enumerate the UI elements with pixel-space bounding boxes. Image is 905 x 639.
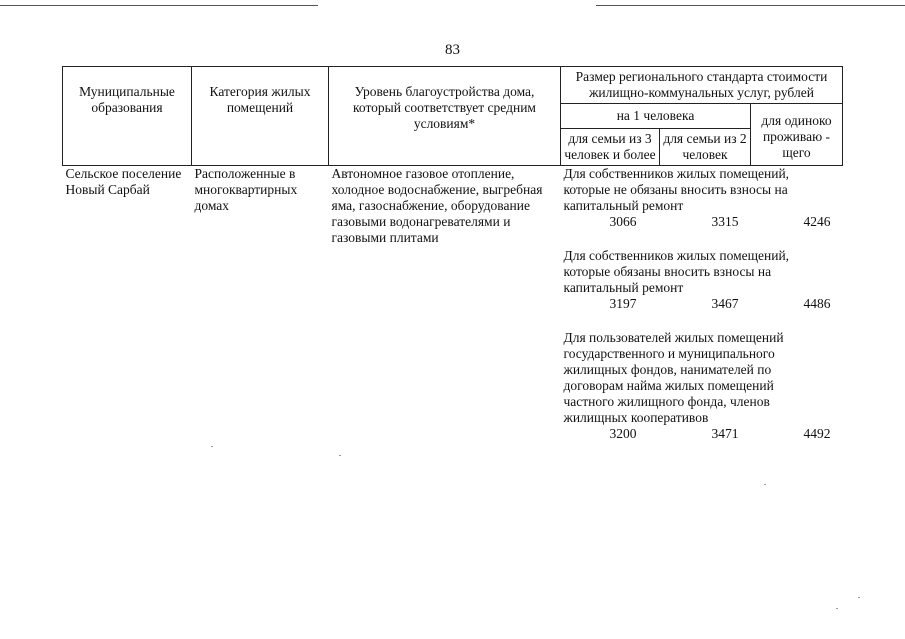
header-family-2: для семьи из 2 человек: [660, 129, 751, 166]
header-per-person: на 1 человека: [561, 104, 751, 129]
header-standard-size: Размер регионального стандарта стоимости жилищно-коммунальных услуг, рублей: [561, 67, 843, 104]
scan-speck: [764, 484, 766, 485]
value-family-2: 3471: [711, 426, 739, 441]
header-family-3-plus: для семьи из 3 человек и более: [561, 129, 660, 166]
value-family-3-plus: 3197: [609, 296, 637, 311]
owner-group-description: Для пользователей жилых помещений государственного и муниципального жилищных фондов, нанимателей по договорам найма жилых помещений частного жилищного фонда, членов жилищных кооперативов: [563, 330, 784, 425]
owner-group-description: Для собственников жилых помещений, которые обязаны вносить взносы на капитальный ремонт: [563, 248, 790, 295]
owner-group-values: [564, 426, 840, 442]
value-single: 4246: [803, 214, 831, 229]
header-municipality: Муниципальные образования: [63, 67, 192, 166]
header-category: Категория жилых помещений: [192, 67, 329, 166]
scan-speck: [339, 455, 341, 456]
tariff-standard-table: [62, 66, 843, 460]
owner-group-block: [564, 166, 840, 230]
cell-comfort-level: Автономное газовое отопление, холодное водоснабжение, выгребная яма, газоснабжение, оборудование газовыми водонагревателями и газовыми плитами: [331, 166, 543, 245]
owner-group-values: [564, 296, 840, 312]
scan-speck: [858, 597, 860, 598]
owner-group-block: [564, 330, 840, 442]
owner-group-block: [564, 248, 840, 312]
page-number: 83: [445, 42, 460, 58]
cell-municipality: Сельское поселение Новый Сарбай: [65, 166, 182, 197]
scan-speck: [836, 608, 838, 609]
owner-group-values: [564, 214, 840, 230]
table-row: [63, 166, 843, 461]
cell-category: Расположенные в многоквартирных домах: [194, 166, 298, 213]
value-family-2: 3467: [711, 296, 739, 311]
scan-top-rule-left: [0, 5, 318, 6]
scan-top-rule-right: [596, 5, 905, 6]
owner-group-description: Для собственников жилых помещений, которые не обязаны вносить взносы на капитальный ремонт: [563, 166, 790, 213]
cell-standard-values: [561, 166, 843, 461]
value-single: 4486: [803, 296, 831, 311]
value-family-2: 3315: [711, 214, 739, 229]
value-family-3-plus: 3200: [609, 426, 637, 441]
header-comfort-level: Уровень благоустройства дома, который соответствует средним условиям*: [329, 67, 561, 166]
scan-speck: [211, 446, 213, 447]
header-single-resident: для одиноко проживаю - щего: [751, 104, 843, 166]
value-single: 4492: [803, 426, 831, 441]
value-family-3-plus: 3066: [609, 214, 637, 229]
